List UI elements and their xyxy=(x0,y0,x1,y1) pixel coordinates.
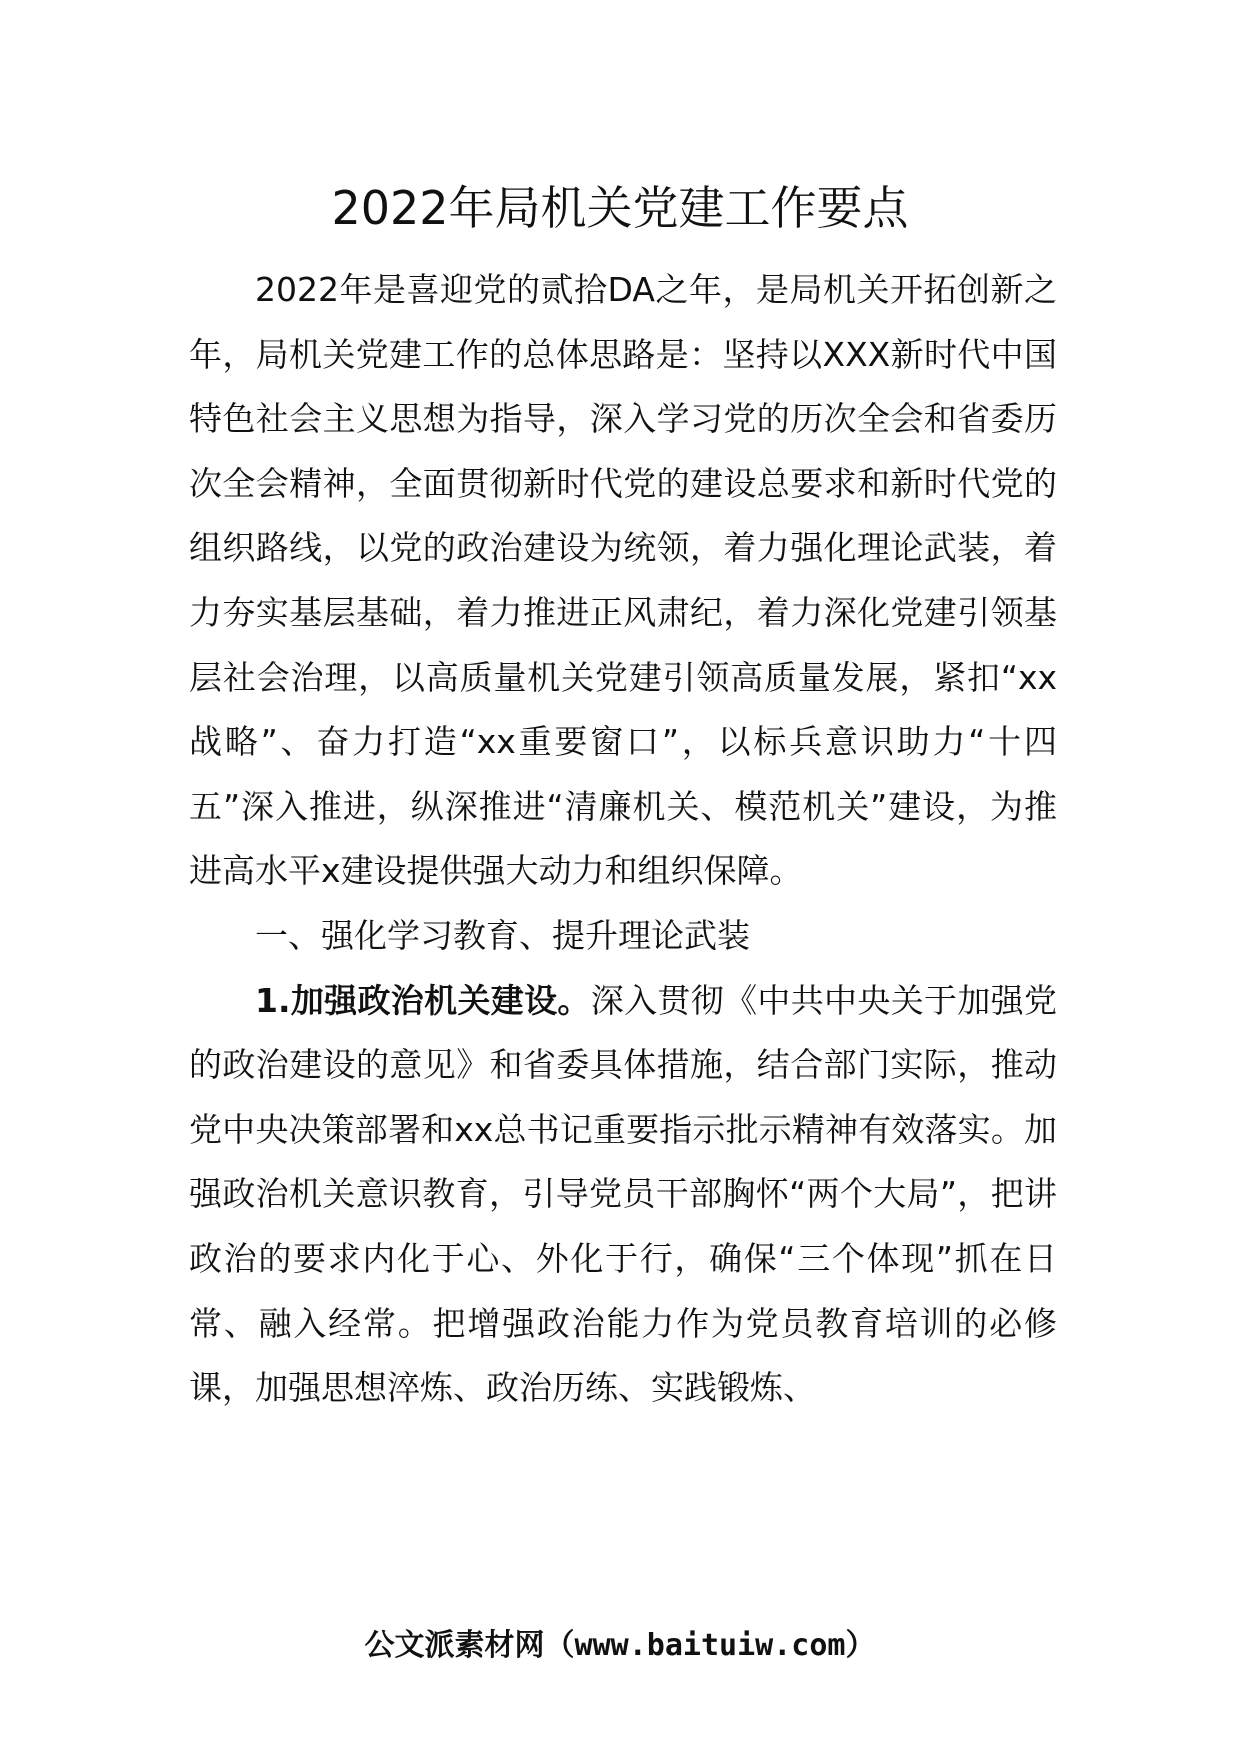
item-paragraph xyxy=(189,969,1057,1421)
item-text: 深入贯彻《中共中央关于加强党的政治建设的意见》和省委具体措施，结合部门实际，推动党中央决策部署和xx总书记重要指示批示精神有效落实。加强政治机关意识教育，引导党员干部胸怀“两个大局”，把讲政治的要求内化于心、外化于行，确保“三个体现”抓在日常、融入经常。把增强政治能力作为党员教育培训的必修课，加强思想淬炼、政治历练、实践锻炼、 xyxy=(189,980,1058,1408)
footer-source xyxy=(0,1624,1240,1668)
footer-site-name: 公文派素材网 xyxy=(364,1628,545,1663)
document-body xyxy=(189,258,1057,1421)
section-heading: 一、强化学习教育、提升理论武装 xyxy=(255,915,750,955)
footer-close-paren: ） xyxy=(845,1628,876,1663)
footer-open-paren: （ xyxy=(544,1628,575,1663)
document-title: 2022年局机关党建工作要点 xyxy=(331,181,909,235)
intro-paragraph: 2022年是喜迎党的贰拾DA之年，是局机关开拓创新之年，局机关党建工作的总体思路是：坚持以XXX新时代中国特色社会主义思想为指导，深入学习党的历次全会和省委历次全会精神，全面贯彻新时代党的建设总要求和新时代党的组织路线，以党的政治建设为统领，着力强化理论武装，着力夯实基层基础，着力推进正风肃纪，着力深化党建引领基层社会治理，以高质量机关党建引领高质量发展，紧扣“xx战略”、奋力打造“xx重要窗口”，以标兵意识助力“十四五”深入推进，纵深推进“清廉机关、模范机关”建设，为推进高水平x建设提供强大动力和组织保障。 xyxy=(189,270,1057,891)
footer-url: www.baituiw.com xyxy=(574,1628,846,1663)
item-lead: 1.加强政治机关建设。 xyxy=(255,980,591,1020)
